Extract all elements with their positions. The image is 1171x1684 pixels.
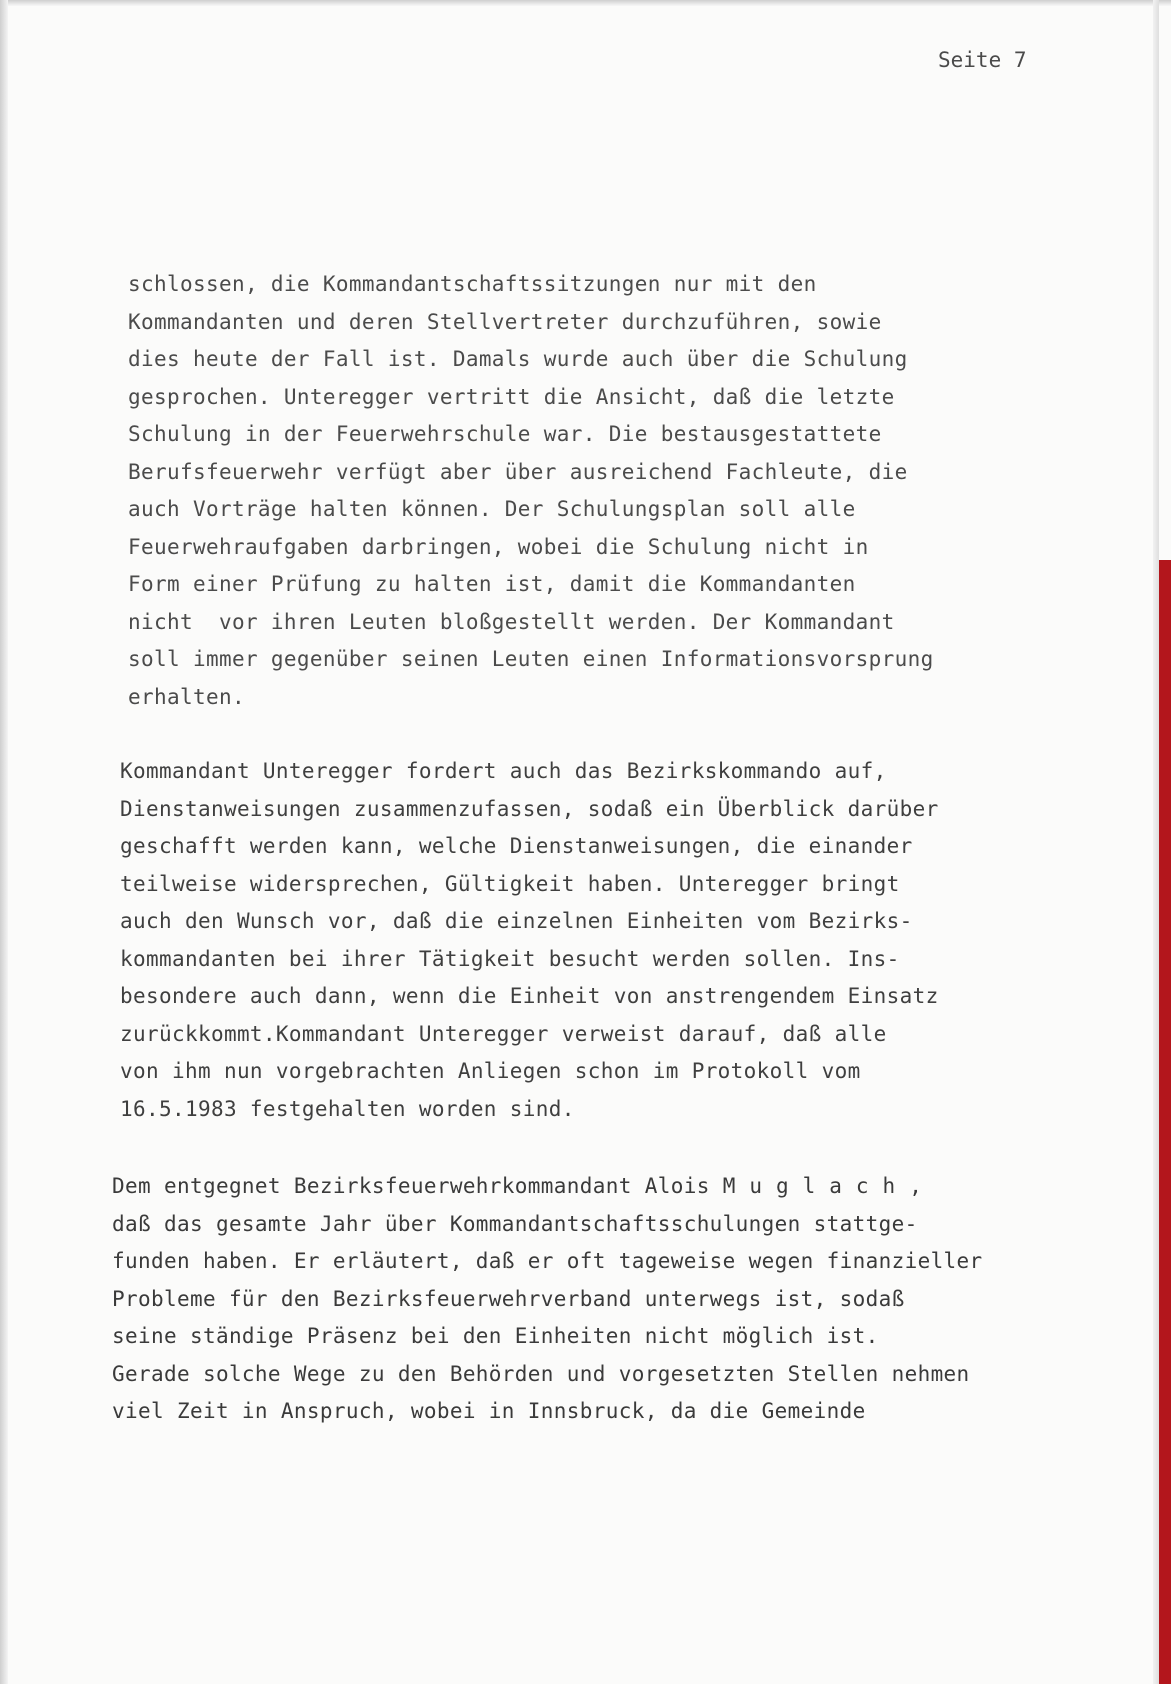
text-line: Berufsfeuerwehr verfügt aber über ausreichend Fachleute, die	[128, 459, 908, 484]
text-line: 16.5.1983 festgehalten worden sind.	[120, 1096, 575, 1121]
paragraph-3	[112, 1168, 983, 1431]
text-line: teilweise widersprechen, Gültigkeit haben. Unteregger bringt	[120, 871, 900, 896]
text-line: Schulung in der Feuerwehrschule war. Die bestausgestattete	[128, 422, 882, 446]
scan-top-edge	[0, 0, 1171, 6]
page-number: Seite 7	[938, 48, 1027, 72]
paragraph-1	[128, 266, 934, 716]
text-line: Feuerwehraufgaben darbringen, wobei die Schulung nicht in	[128, 534, 869, 559]
text-line: von ihm nun vorgebrachten Anliegen schon im Protokoll vom	[120, 1059, 861, 1083]
text-line: Probleme für den Bezirksfeuerwehrverband unterwegs ist, sodaß	[112, 1286, 905, 1311]
text-line: schlossen, die Kommandantschaftssitzungen nur mit den	[128, 272, 817, 296]
text-line: soll immer gegenüber seinen Leuten einen Informationsvorsprung	[128, 647, 934, 671]
text-line: zurückkommt.Kommandant Unteregger verweist darauf, daß alle	[120, 1021, 887, 1046]
text-line: erhalten.	[128, 684, 245, 709]
text-line: viel Zeit in Anspruch, wobei in Innsbruck, da die Gemeinde	[112, 1399, 866, 1423]
text-line: nicht vor ihren Leuten bloßgestellt werden. Der Kommandant	[128, 609, 895, 634]
scan-left-edge	[0, 0, 8, 1684]
text-line: seine ständige Präsenz bei den Einheiten nicht möglich ist.	[112, 1324, 879, 1348]
paragraph-2	[120, 753, 939, 1128]
text-line: daß das gesamte Jahr über Kommandantschaftsschulungen stattge-	[112, 1211, 918, 1236]
text-line: auch den Wunsch vor, daß die einzelnen Einheiten vom Bezirks-	[120, 909, 913, 933]
text-line: Gerade solche Wege zu den Behörden und vorgesetzten Stellen nehmen	[112, 1361, 970, 1386]
text-line: kommandanten bei ihrer Tätigkeit besucht werden sollen. Ins-	[120, 946, 900, 971]
text-line: Kommandant Unteregger fordert auch das Bezirkskommando auf,	[120, 759, 887, 783]
text-line: funden haben. Er erläutert, daß er oft tageweise wegen finanzieller	[112, 1249, 983, 1273]
text-line-prefix: Dem entgegnet Bezirksfeuerwehrkommandant Alois	[112, 1174, 723, 1198]
text-line: besondere auch dann, wenn die Einheit von anstrengendem Einsatz	[120, 984, 939, 1008]
text-line-with-name	[112, 1168, 983, 1206]
text-line: dies heute der Fall ist. Damals wurde auch über die Schulung	[128, 347, 908, 371]
text-line: Form einer Prüfung zu halten ist, damit die Kommandanten	[128, 572, 856, 596]
text-line: geschafft werden kann, welche Dienstanweisungen, die einander	[120, 834, 913, 858]
text-line: Kommandanten und deren Stellvertreter durchzuführen, sowie	[128, 309, 882, 334]
text-line: gesprochen. Unteregger vertritt die Ansicht, daß die letzte	[128, 384, 895, 409]
text-line: auch Vorträge halten können. Der Schulungsplan soll alle	[128, 497, 856, 521]
spaced-surname: Muglach,	[722, 1174, 936, 1198]
red-binder-edge	[1159, 560, 1171, 1684]
text-line: Dienstanweisungen zusammenzufassen, sodaß ein Überblick darüber	[120, 796, 939, 821]
